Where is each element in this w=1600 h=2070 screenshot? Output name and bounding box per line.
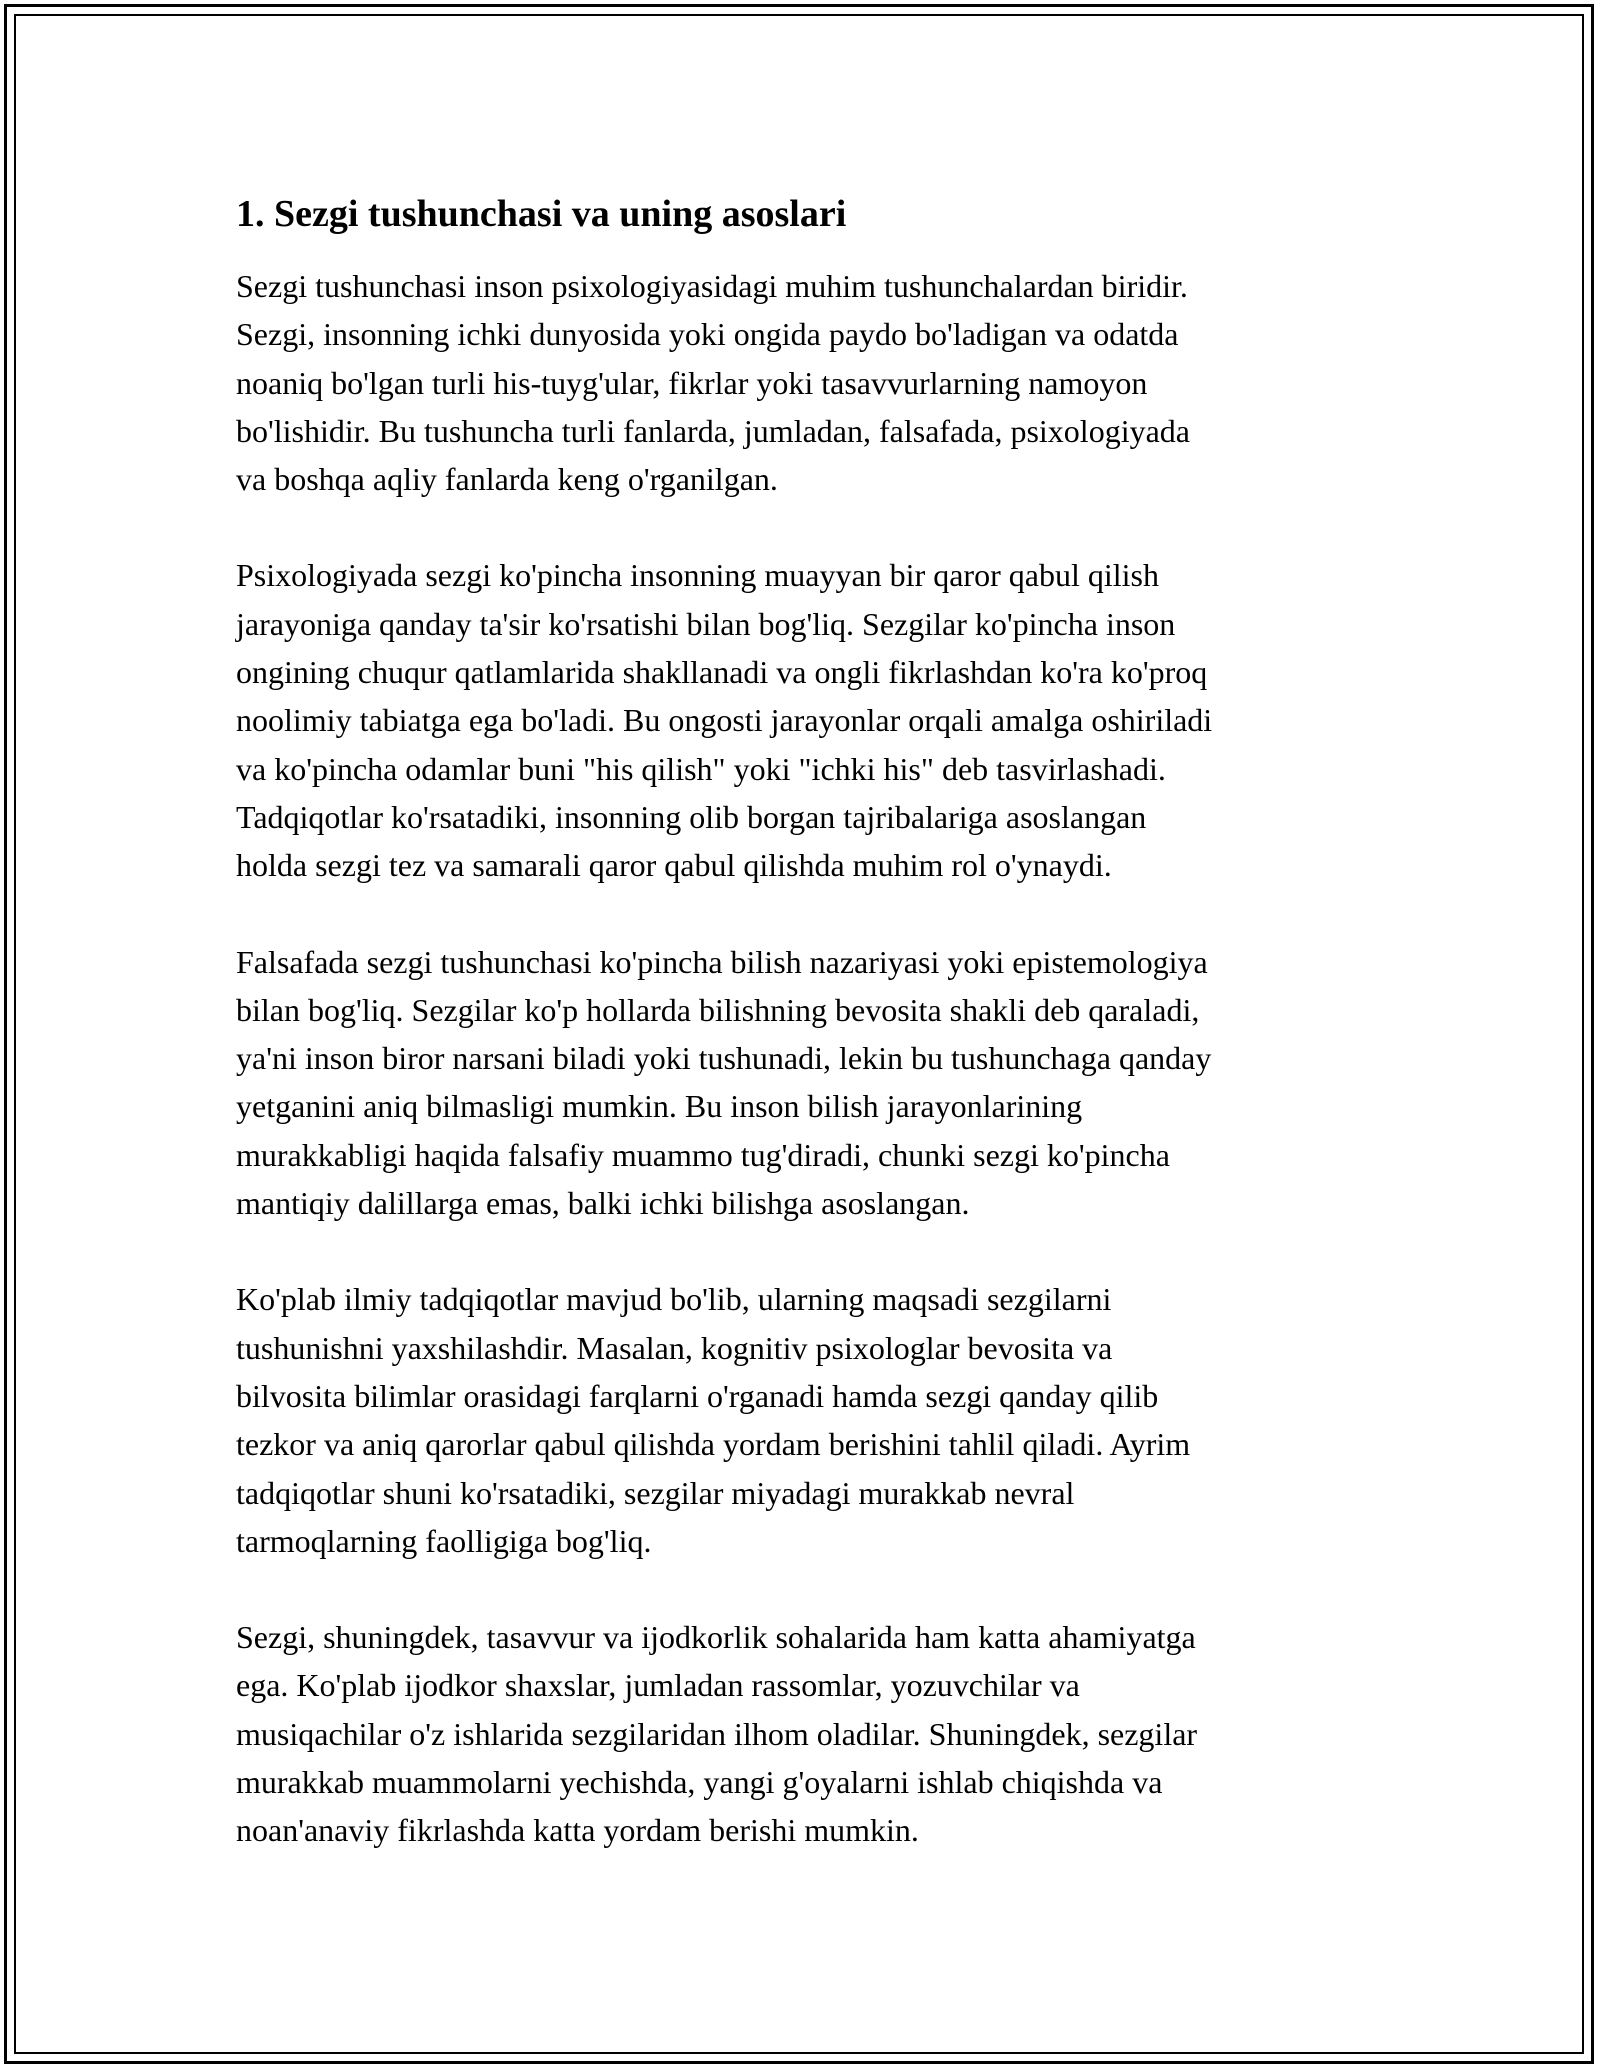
text-line: noaniq bo'lgan turli his-tuyg'ular, fikrlar yoki tasavvurlarning namoyon	[236, 364, 1148, 401]
text-line: murakkab muammolarni yechishda, yangi g'oyalarni ishlab chiqishda va	[236, 1764, 1163, 1801]
text-line: Ko'plab ilmiy tadqiqotlar mavjud bo'lib, ularning maqsadi sezgilarni	[236, 1281, 1112, 1318]
text-line: ega. Ko'plab ijodkor shaxslar, jumladan rassomlar, yozuvchilar va	[236, 1667, 1080, 1704]
text-line: yetganini aniq bilmasligi mumkin. Bu inson bilish jarayonlarining	[236, 1088, 1083, 1125]
text-line: bilan bog'liq. Sezgilar ko'p hollarda bilishning bevosita shakli deb qaraladi,	[236, 991, 1200, 1028]
text-line: mantiqiy dalillarga emas, balki ichki bilishga asoslangan.	[236, 1185, 970, 1222]
text-line: Sezgi, insonning ichki dunyosida yoki ongida paydo bo'ladigan va odatda	[236, 316, 1179, 353]
text-line: ongining chuqur qatlamlarida shakllanadi va ongli fikrlashdan ko'ra ko'proq	[236, 654, 1208, 691]
document-body	[236, 188, 1376, 1903]
text-line: bo'lishidir. Bu tushuncha turli fanlarda, jumladan, falsafada, psixologiyada	[236, 412, 1190, 449]
text-line: Sezgi tushunchasi inson psixologiyasidagi muhim tushunchalardan biridir.	[236, 268, 1188, 304]
text-line: va boshqa aqliy fanlarda keng o'rganilgan.	[236, 461, 778, 498]
paragraph-5	[236, 1613, 1376, 1854]
text-line: tadqiqotlar shuni ko'rsatadiki, sezgilar miyadagi murakkab nevral	[236, 1474, 1075, 1511]
text-line: musiqachilar o'z ishlarida sezgilaridan ilhom oladilar. Shuningdek, sezgilar	[236, 1715, 1198, 1752]
text-line: ya'ni inson biror narsani biladi yoki tushunadi, lekin bu tushunchaga qanday	[236, 1040, 1212, 1077]
paragraph-4	[236, 1275, 1376, 1565]
text-line: Falsafada sezgi tushunchasi ko'pincha bilish nazariyasi yoki epistemologiya	[236, 943, 1208, 980]
text-line: tezkor va aniq qarorlar qabul qilishda yordam berishini tahlil qiladi. Ayrim	[236, 1426, 1191, 1463]
text-line: bilvosita bilimlar orasidagi farqlarni o'rganadi hamda sezgi qanday qilib	[236, 1377, 1159, 1414]
paragraph-3	[236, 938, 1376, 1228]
text-line: noolimiy tabiatga ega bo'ladi. Bu ongosti jarayonlar orqali amalga oshiriladi	[236, 702, 1213, 739]
text-line: tushunishni yaxshilashdir. Masalan, kognitiv psixologlar bevosita va	[236, 1329, 1113, 1366]
text-line: va ko'pincha odamlar buni "his qilish" yoki "ichki his" deb tasvirlashadi.	[236, 750, 1166, 787]
text-line: Sezgi, shuningdek, tasavvur va ijodkorlik sohalarida ham katta ahamiyatga	[236, 1619, 1196, 1656]
text-line: Tadqiqotlar ko'rsatadiki, insonning olib borgan tajribalariga asoslangan	[236, 798, 1147, 835]
section-heading: 1. Sezgi tushunchasi va uning asoslari	[236, 193, 847, 235]
text-line: jarayoniga qanday ta'sir ko'rsatishi bilan bog'liq. Sezgilar ko'pincha inson	[236, 605, 1176, 642]
text-line: Psixologiyada sezgi ko'pincha insonning muayyan bir qaror qabul qilish	[236, 557, 1159, 594]
paragraph-1	[236, 262, 1376, 503]
text-line: holda sezgi tez va samarali qaror qabul qilishda muhim rol o'ynaydi.	[236, 847, 1112, 884]
text-line: noan'anaviy fikrlashda katta yordam berishi mumkin.	[236, 1812, 919, 1849]
paragraph-2	[236, 551, 1376, 889]
text-line: murakkabligi haqida falsafiy muammo tug'diradi, chunki sezgi ko'pincha	[236, 1136, 1170, 1173]
text-line: tarmoqlarning faolligiga bog'liq.	[236, 1522, 652, 1559]
